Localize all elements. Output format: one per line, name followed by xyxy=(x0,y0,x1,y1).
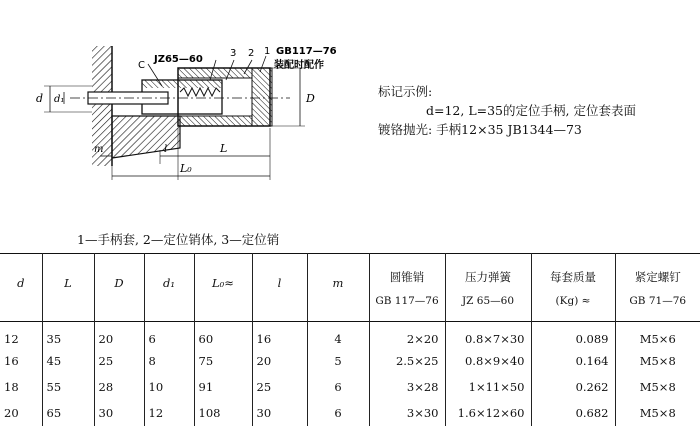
table-cell: 8 xyxy=(144,348,194,374)
table-cell: 45 xyxy=(42,348,94,374)
table-cell: 25 xyxy=(94,348,144,374)
table-cell: 6 xyxy=(307,400,369,426)
table-row xyxy=(0,322,700,348)
table-cell: 60 xyxy=(194,322,252,348)
example-line-1: d=12, L=35的定位手柄, 定位套表面 xyxy=(426,103,636,118)
table-cell: 28 xyxy=(94,374,144,400)
header-m: m xyxy=(307,254,369,322)
table-cell: 65 xyxy=(42,400,94,426)
label-note: 装配时配作 xyxy=(274,60,324,71)
table-cell: 108 xyxy=(194,400,252,426)
label-spring: JZ65—60 xyxy=(154,54,203,65)
table-cell: M5×8 xyxy=(615,400,700,426)
table-cell: 30 xyxy=(94,400,144,426)
header-L: L xyxy=(42,254,94,322)
spec-table xyxy=(0,253,700,426)
label-L0: L₀ xyxy=(180,162,192,175)
table-cell: 0.089 xyxy=(531,322,615,348)
body-section xyxy=(112,116,180,158)
table-cell: M5×8 xyxy=(615,348,700,374)
table-cell: 12 xyxy=(144,400,194,426)
table-cell: 4 xyxy=(307,322,369,348)
table-header-row xyxy=(0,254,700,322)
table-cell: 1×11×50 xyxy=(445,374,531,400)
table-cell: 20 xyxy=(4,405,19,420)
header-spring: 压力弹簧 JZ 65—60 xyxy=(445,254,531,322)
label-m: m xyxy=(94,144,104,155)
table-cell: 35 xyxy=(42,322,94,348)
table-cell: M5×6 xyxy=(615,322,700,348)
table-cell: 12 xyxy=(4,331,19,346)
table-cell: 30 xyxy=(252,400,307,426)
table-cell: 55 xyxy=(42,374,94,400)
table-cell: 1.6×12×60 xyxy=(445,400,531,426)
table-cell: 20 xyxy=(252,348,307,374)
table-cell: 25 xyxy=(252,374,307,400)
table-cell: 16 xyxy=(252,322,307,348)
parts-caption: 1—手柄套, 2—定位销体, 3—定位销 xyxy=(77,232,280,247)
spring xyxy=(180,88,220,96)
table-cell: 91 xyxy=(194,374,252,400)
table-cell: M5×8 xyxy=(615,374,700,400)
label-d: d xyxy=(36,92,44,105)
label-std: GB117—76 xyxy=(276,46,337,57)
table-cell: 18 xyxy=(4,379,19,394)
header-taper-pin: 圆锥销 GB 117—76 xyxy=(369,254,445,322)
table-cell: 6 xyxy=(307,374,369,400)
table-cell: 75 xyxy=(194,348,252,374)
table-cell: 0.164 xyxy=(531,348,615,374)
label-c: C xyxy=(138,60,145,71)
label-n3: 3 xyxy=(230,48,237,59)
header-l: l xyxy=(252,254,307,322)
header-d1: d₁ xyxy=(144,254,194,322)
header-mass: 每套质量 (Kg) ≈ xyxy=(531,254,615,322)
header-D: D xyxy=(94,254,144,322)
table-row xyxy=(0,348,700,374)
table-cell: 10 xyxy=(144,374,194,400)
header-set-screw: 紧定螺钉 GB 71—76 xyxy=(615,254,700,322)
example-title: 标记示例: xyxy=(378,84,433,99)
label-l: l xyxy=(164,144,168,155)
table-cell: 0.8×9×40 xyxy=(445,348,531,374)
marking-example xyxy=(378,82,688,139)
table-cell: 6 xyxy=(144,322,194,348)
table-cell: 0.8×7×30 xyxy=(445,322,531,348)
label-n2: 2 xyxy=(248,48,255,59)
table-cell: 5 xyxy=(307,348,369,374)
table-row xyxy=(0,400,700,426)
table-cell: 3×28 xyxy=(369,374,445,400)
table-cell: 2×20 xyxy=(369,322,445,348)
assembly-drawing xyxy=(30,28,350,198)
table-cell: 20 xyxy=(94,322,144,348)
label-n1: 1 xyxy=(264,46,271,57)
example-line-2: 镀铬抛光: 手柄12×35 JB1344—73 xyxy=(378,122,582,137)
label-D: D xyxy=(306,92,315,105)
table-cell: 2.5×25 xyxy=(369,348,445,374)
table-cell: 3×30 xyxy=(369,400,445,426)
label-d1: d₁ xyxy=(54,94,65,105)
table-cell: 0.262 xyxy=(531,374,615,400)
table-row xyxy=(0,374,700,400)
label-L: L xyxy=(220,142,228,155)
header-d: d xyxy=(17,275,25,290)
table-cell: 0.682 xyxy=(531,400,615,426)
table-cell: 16 xyxy=(4,353,19,368)
header-L0: L₀≈ xyxy=(194,254,252,322)
